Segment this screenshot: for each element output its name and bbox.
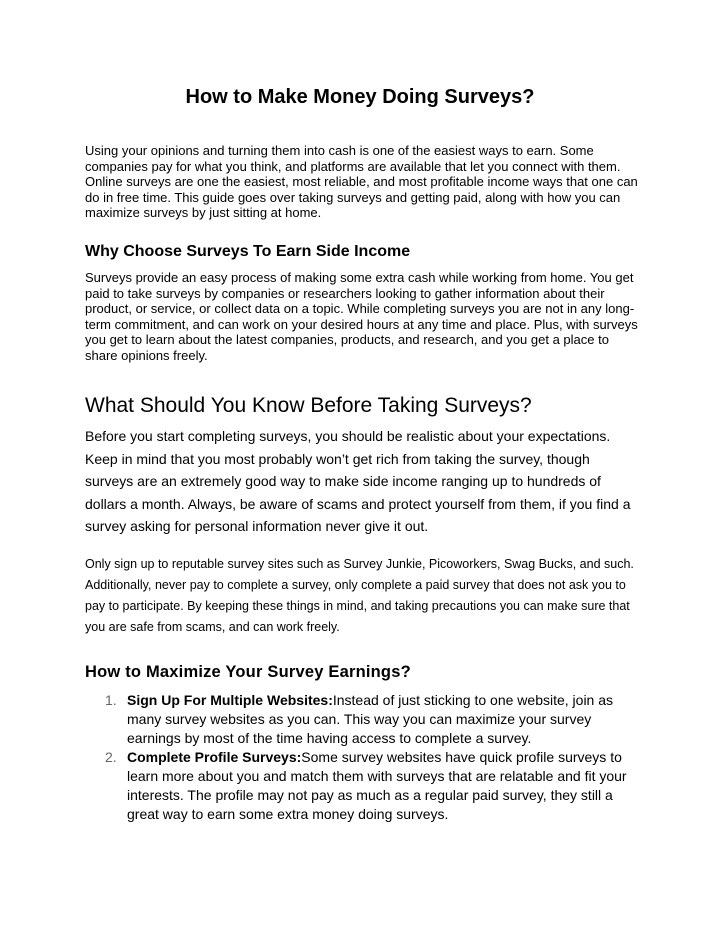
know-paragraph-1: Before you start completing surveys, you should be realistic about your expectations. Keep in mind that you most probably won’t get rich from taking the survey, though surveys are an extremely good way to make side income ranging up to hundreds of dollars a month. Always, be aware of scams and protect yourself from them, if you find a survey asking for personal information never give it out. <box>85 428 631 534</box>
list-item-number: 1. <box>105 692 117 708</box>
list-item-text: Instead of just sticking to one website, join as many survey websites as you can. This way you can maximize your survey earnings by most of the time having access to complete a survey. <box>127 692 614 746</box>
list-item-text: Some survey websites have quick profile surveys to learn more about you and match them with surveys that are relatable and fit your interests. The profile may not pay as much as a regular paid survey, they still a great way to earn some extra money doing surveys. <box>127 749 627 822</box>
list-item <box>85 691 640 748</box>
list-item <box>85 748 640 824</box>
list-item-lead: Complete Profile Surveys: <box>127 749 302 765</box>
maximize-heading: How to Maximize Your Survey Earnings? <box>85 663 411 681</box>
document-title: How to Make Money Doing Surveys? <box>185 86 535 108</box>
why-paragraph: Surveys provide an easy process of making some extra cash while working from home. You get paid to take surveys by companies or researchers looking to gather information about their product, or service, or collect data on a topic. While completing surveys you are not in any long-term commitment, and can work on your desired hours at any time and place. Plus, with surveys you get to learn about the latest companies, products, and research, and you get a place to share opinions freely. <box>85 270 638 363</box>
list-item-lead: Sign Up For Multiple Websites: <box>127 692 333 708</box>
maximize-list <box>85 691 640 824</box>
list-item-number: 2. <box>105 749 117 765</box>
know-heading: What Should You Know Before Taking Surveys? <box>85 394 532 417</box>
why-heading: Why Choose Surveys To Earn Side Income <box>85 243 411 260</box>
know-paragraph-2: Only sign up to reputable survey sites such as Survey Junkie, Picoworkers, Swag Bucks, and such. Additionally, never pay to complete a survey, only complete a paid survey that does not ask you to pay to participate. By keeping these things in mind, and taking precautions you can make sure that you are safe from scams, and can work freely. <box>85 557 634 634</box>
intro-paragraph: Using your opinions and turning them into cash is one of the easiest ways to earn. Some companies pay for what you think, and platforms are available that let you connect with them. Online surveys are one the easiest, most reliable, and most profitable income ways that one can do in free time. This guide goes over taking surveys and getting paid, along with how you can maximize surveys by just sitting at home. <box>85 143 638 221</box>
